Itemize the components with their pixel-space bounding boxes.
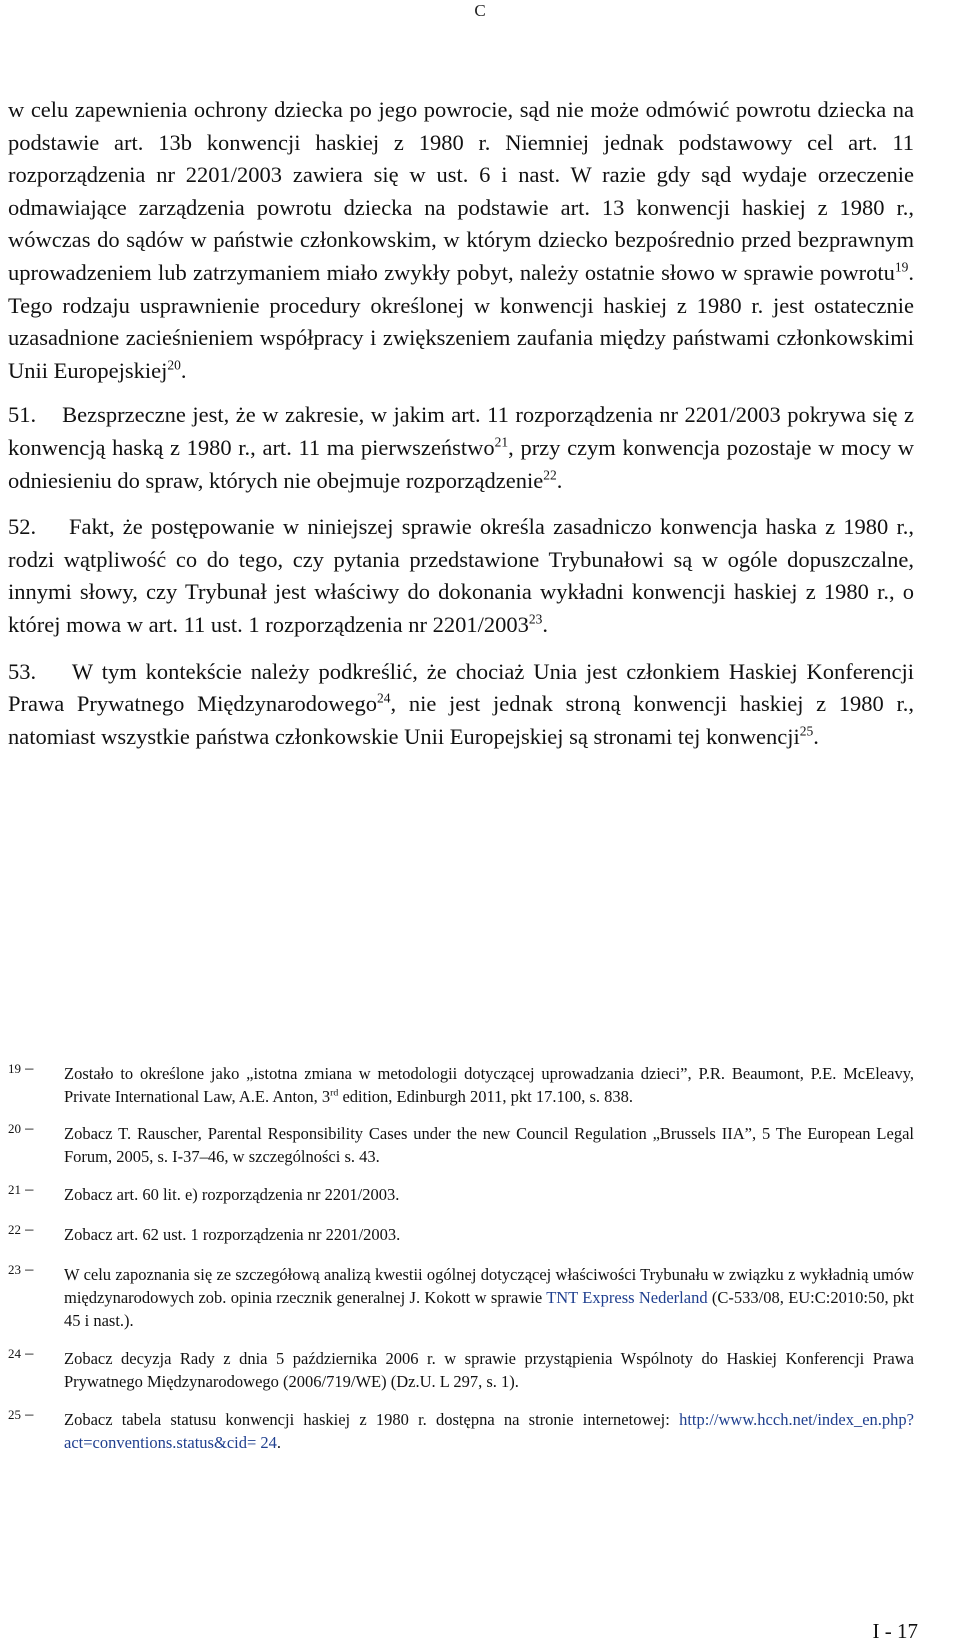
paragraph-52 xyxy=(8,511,914,641)
footnote-marker xyxy=(8,1056,64,1080)
paragraph-51 xyxy=(8,399,914,497)
footnote-ref[interactable]: 19 xyxy=(894,259,909,275)
footnote-text: Zobacz T. Rauscher, Parental Responsibility Cases under the new Council Regulation „Brussels IIA”, 5 The European Legal Forum, 2005, s. I-37–46, w szczególności s. 43. xyxy=(64,1124,914,1166)
footnote-25 xyxy=(8,1404,914,1454)
footnote-text-part: W celu zapoznania się ze szczegółową analizą kwestii ogólnej dotyczącej właściwości Trybunału w związku z wykładnią umów międzynarodowych zob. opinia rzecznik generalnej J. Kokott w sprawie xyxy=(64,1265,914,1307)
footnote-text: Zobacz art. 62 ust. 1 rozporządzenia nr 2201/2003. xyxy=(64,1225,401,1244)
footnote-marker xyxy=(8,1402,64,1426)
paragraph-text: 52. Fakt, że postępowanie w niniejszej sprawie określa zasadniczo konwencja haska z 1980 r., rodzi wątpliwość co do tego, czy pytania przedstawione Trybunałowi są w ogóle dopuszczalne, innymi słowy, czy Trybunał jest właściwy do dokonania wykładni konwencji haskiej z 1980 r., o której mowa w art. 11 ust. 1 rozporządzenia nr 2201/2003 xyxy=(8,514,914,637)
footnote-text: Zobacz decyzja Rady z dnia 5 października 2006 r. w sprawie przystąpienia Wspólnoty do Haskiej Konferencji Prawa Prywatnego Międzynarodowego (2006/719/WE) (Dz.U. L 297, s. 1). xyxy=(64,1349,914,1391)
paragraph-text: . xyxy=(556,467,563,493)
footnote-marker xyxy=(8,1257,64,1281)
paragraph-50-continuation xyxy=(8,94,914,387)
footnote-dash: – xyxy=(21,1343,34,1362)
paragraph-text: 51. Bezsprzeczne jest, że w zakresie, w jakim art. 11 rozporządzenia nr 2201/2003 pokrywa się z konwencją haską z 1980 r., art. 11 ma pierwszeństwo xyxy=(8,402,914,460)
footnote-ref[interactable]: 23 xyxy=(528,611,543,627)
footnote-number: 23 xyxy=(8,1262,21,1277)
footnote-19 xyxy=(8,1058,914,1108)
footnote-dash: – xyxy=(21,1179,34,1198)
footnote-number: 20 xyxy=(8,1121,21,1136)
footnote-superscript: rd xyxy=(330,1087,339,1099)
footnote-number: 19 xyxy=(8,1061,21,1076)
footnote-ref[interactable]: 21 xyxy=(494,434,509,450)
footnote-text: Zobacz art. 60 lit. e) rozporządzenia nr 2201/2003. xyxy=(64,1185,400,1204)
footnote-text xyxy=(64,1062,914,1108)
footnote-dash: – xyxy=(21,1259,34,1278)
footnote-text-part: (C-533/08, EU:C:2010:50, pkt 45 i nast.). xyxy=(64,1288,914,1330)
footnote-ref[interactable]: 20 xyxy=(167,357,181,373)
footnote-text xyxy=(64,1263,914,1332)
case-link[interactable]: TNT Express Nederland xyxy=(546,1288,708,1307)
paragraph-text: , nie jest jednak stroną konwencji haskiej z 1980 r., natomiast wszystkie państwa członkowskie Unii Europejskiej są stronami tej konwencji xyxy=(8,691,914,749)
footnote-dash: – xyxy=(21,1219,34,1238)
footnote-20 xyxy=(8,1118,914,1168)
footnote-dash: – xyxy=(21,1118,34,1137)
footnote-22 xyxy=(8,1219,914,1247)
paragraph-text: . xyxy=(813,723,819,749)
main-text xyxy=(8,94,914,767)
page-number: I - 17 xyxy=(872,1619,918,1643)
page-header: C xyxy=(474,1,486,20)
footnote-text-part: edition, Edinburgh 2011, pkt 17.100, s. 838. xyxy=(338,1087,634,1106)
footnote-ref[interactable]: 25 xyxy=(799,723,814,739)
footnote-text xyxy=(64,1408,914,1454)
footnote-number: 25 xyxy=(8,1407,21,1422)
paragraph-text: . xyxy=(542,611,549,637)
paragraph-text: 53. W tym kontekście należy podkreślić, że chociaż Unia jest członkiem Haskiej Konferencji Prawa Prywatnego Międzynarodowego xyxy=(8,658,914,717)
paragraph-text: . Tego rodzaju usprawnienie procedury określonej w konwencji haskiej z 1980 r. jest ostatecznie uzasadnione zacieśnieniem współpracy i zwiększeniem zaufania między państwami członkowskimi Unii Europejskiej xyxy=(8,259,914,383)
footnotes-section xyxy=(8,1058,914,1454)
footnote-marker xyxy=(8,1217,64,1241)
footnote-dash: – xyxy=(21,1404,34,1423)
url-link[interactable]: http://www.hcch.net/index_en.php?act=conventions.status&cid= 24 xyxy=(64,1410,914,1452)
footnote-24 xyxy=(8,1343,914,1393)
paragraph-53 xyxy=(8,656,914,754)
footnote-23 xyxy=(8,1259,914,1332)
footnote-dash: – xyxy=(21,1058,34,1077)
footnote-ref[interactable]: 22 xyxy=(543,467,557,483)
footnote-text-part: Zostało to określone jako „istotna zmiana w metodologii dotyczącej uprowadzania dzieci”, P.R. Beaumont, P.E. McEleavy, Private International Law, A.E. Anton, 3 xyxy=(64,1064,914,1106)
footnote-marker xyxy=(8,1341,64,1365)
paragraph-text: . xyxy=(180,357,187,383)
footnote-text-part: Zobacz tabela statusu konwencji haskiej z 1980 r. dostępna na stronie internetowej: xyxy=(64,1410,680,1429)
footnote-number: 24 xyxy=(8,1346,21,1361)
footnote-number: 22 xyxy=(8,1222,21,1237)
footnote-number: 21 xyxy=(8,1182,21,1197)
footnote-text-part: . xyxy=(276,1433,282,1452)
paragraph-text: , przy czym konwencja pozostaje w mocy w odniesieniu do spraw, których nie obejmuje rozporządzenie xyxy=(8,434,914,493)
footnote-ref[interactable]: 24 xyxy=(377,690,391,706)
footnote-21 xyxy=(8,1179,914,1207)
footnote-marker xyxy=(8,1177,64,1201)
paragraph-text: w celu zapewnienia ochrony dziecka po jego powrocie, sąd nie może odmówić powrotu dziecka na podstawie art. 13b konwencji haskiej z 1980 r. Niemniej jednak podstawowy cel art. 11 rozporządzenia nr 2201/2003 zawiera się w ust. 6 i nast. W razie gdy sąd wydaje orzeczenie odmawiające zarządzenia powrotu dziecka na podstawie art. 13 konwencji haskiej z 1980 r., wówczas do sądów w państwie członkowskim, w którym dziecko bezpośrednio przed bezprawnym uprowadzeniem lub zatrzymaniem miało zwykły pobyt, należy ostatnie słowo w sprawie powrotu xyxy=(8,97,914,285)
footnote-marker xyxy=(8,1116,64,1140)
